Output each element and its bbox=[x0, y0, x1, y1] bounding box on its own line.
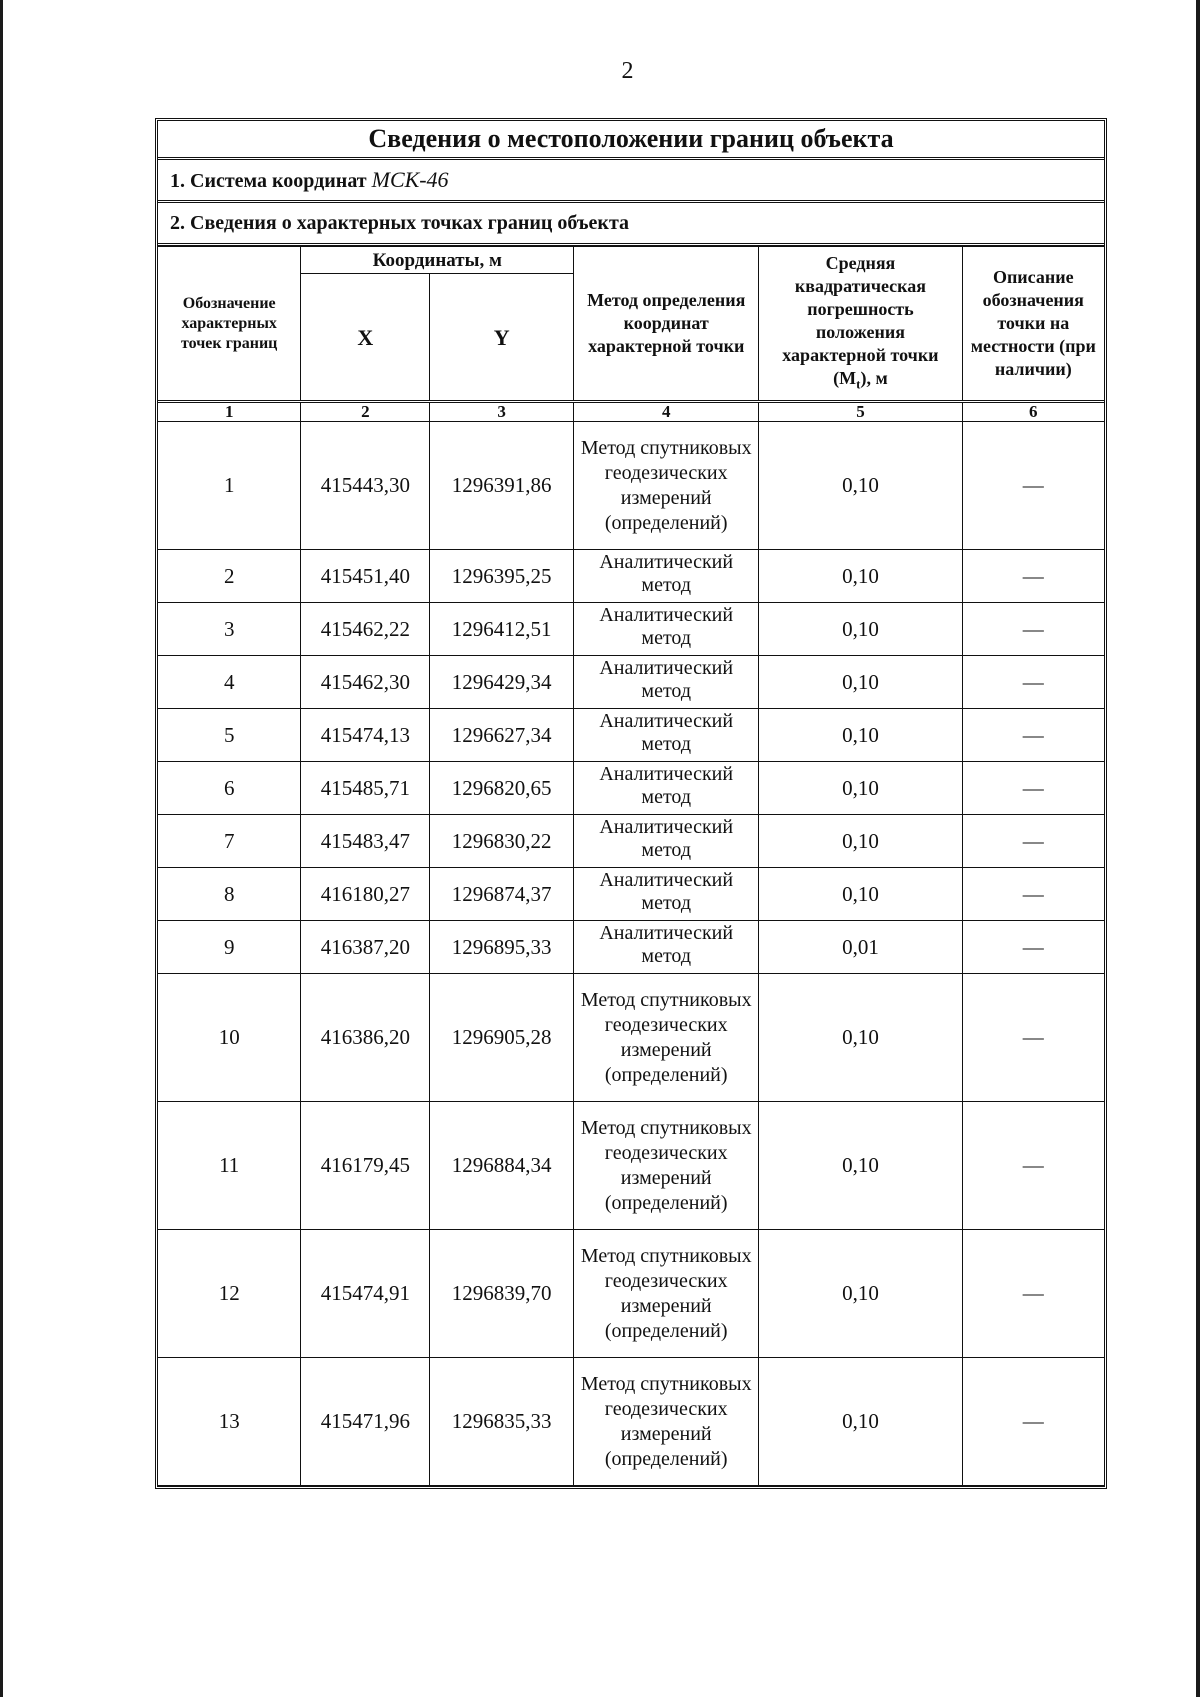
column-number: 6 bbox=[962, 402, 1104, 422]
points-table bbox=[158, 246, 1104, 1486]
description-cell: — bbox=[962, 868, 1104, 921]
y-coordinate-cell: 1296820,65 bbox=[430, 762, 574, 815]
x-coordinate-cell: 416179,45 bbox=[301, 1102, 430, 1230]
description-cell: — bbox=[962, 815, 1104, 868]
header-error-unit: ), м bbox=[860, 367, 888, 388]
error-cell: 0,10 bbox=[759, 1358, 962, 1486]
header-x: X bbox=[301, 274, 430, 402]
error-cell: 0,01 bbox=[759, 921, 962, 974]
method-cell: Аналитический метод bbox=[574, 868, 759, 921]
error-cell: 0,10 bbox=[759, 974, 962, 1102]
coordinate-system-label: 1. Система координат bbox=[170, 170, 367, 192]
table-row bbox=[158, 422, 1104, 550]
x-coordinate-cell: 415474,91 bbox=[301, 1230, 430, 1358]
point-number-cell: 11 bbox=[158, 1102, 301, 1230]
description-cell: — bbox=[962, 762, 1104, 815]
error-cell: 0,10 bbox=[759, 1102, 962, 1230]
table-row bbox=[158, 1230, 1104, 1358]
method-cell: Аналитический метод bbox=[574, 921, 759, 974]
error-cell: 0,10 bbox=[759, 656, 962, 709]
x-coordinate-cell: 415471,96 bbox=[301, 1358, 430, 1486]
description-cell: — bbox=[962, 921, 1104, 974]
x-coordinate-cell: 416386,20 bbox=[301, 974, 430, 1102]
y-coordinate-cell: 1296429,34 bbox=[430, 656, 574, 709]
points-section-title: 2. Сведения о характерных точках границ объекта bbox=[158, 203, 1104, 246]
method-cell: Метод спутниковых геодезических измерений (определений) bbox=[574, 1102, 759, 1230]
table-row bbox=[158, 974, 1104, 1102]
column-number: 2 bbox=[301, 402, 430, 422]
y-coordinate-cell: 1296884,34 bbox=[430, 1102, 574, 1230]
table-row bbox=[158, 1358, 1104, 1486]
x-coordinate-cell: 415485,71 bbox=[301, 762, 430, 815]
scan-edge-right bbox=[1196, 0, 1200, 1697]
header-error-text: Средняя квадратическая погрешность положения характерной точки (M bbox=[782, 252, 939, 388]
y-coordinate-cell: 1296905,28 bbox=[430, 974, 574, 1102]
description-cell: — bbox=[962, 1358, 1104, 1486]
point-number-cell: 9 bbox=[158, 921, 301, 974]
column-number: 3 bbox=[430, 402, 574, 422]
description-cell: — bbox=[962, 656, 1104, 709]
x-coordinate-cell: 415483,47 bbox=[301, 815, 430, 868]
point-number-cell: 12 bbox=[158, 1230, 301, 1358]
point-number-cell: 8 bbox=[158, 868, 301, 921]
page-number: 2 bbox=[621, 58, 634, 84]
error-cell: 0,10 bbox=[759, 550, 962, 603]
error-cell: 0,10 bbox=[759, 762, 962, 815]
x-coordinate-cell: 416180,27 bbox=[301, 868, 430, 921]
description-cell: — bbox=[962, 974, 1104, 1102]
x-coordinate-cell: 416387,20 bbox=[301, 921, 430, 974]
y-coordinate-cell: 1296874,37 bbox=[430, 868, 574, 921]
y-coordinate-cell: 1296835,33 bbox=[430, 1358, 574, 1486]
table-row bbox=[158, 815, 1104, 868]
method-cell: Метод спутниковых геодезических измерений (определений) bbox=[574, 974, 759, 1102]
method-cell: Аналитический метод bbox=[574, 762, 759, 815]
y-coordinate-cell: 1296839,70 bbox=[430, 1230, 574, 1358]
scan-edge-left bbox=[0, 0, 3, 1697]
description-cell: — bbox=[962, 1102, 1104, 1230]
header-error bbox=[759, 247, 962, 402]
column-number: 4 bbox=[574, 402, 759, 422]
description-cell: — bbox=[962, 709, 1104, 762]
column-number: 1 bbox=[158, 402, 301, 422]
coordinate-system-value: МСК-46 bbox=[371, 167, 449, 192]
error-cell: 0,10 bbox=[759, 709, 962, 762]
description-cell: — bbox=[962, 1230, 1104, 1358]
method-cell: Аналитический метод bbox=[574, 815, 759, 868]
x-coordinate-cell: 415474,13 bbox=[301, 709, 430, 762]
point-number-cell: 4 bbox=[158, 656, 301, 709]
point-number-cell: 3 bbox=[158, 603, 301, 656]
y-coordinate-cell: 1296627,34 bbox=[430, 709, 574, 762]
point-number-cell: 1 bbox=[158, 422, 301, 550]
table-row bbox=[158, 868, 1104, 921]
x-coordinate-cell: 415443,30 bbox=[301, 422, 430, 550]
y-coordinate-cell: 1296412,51 bbox=[430, 603, 574, 656]
point-number-cell: 2 bbox=[158, 550, 301, 603]
boundary-table-frame bbox=[155, 118, 1107, 1489]
column-number-row bbox=[158, 402, 1104, 422]
method-cell: Метод спутниковых геодезических измерений (определений) bbox=[574, 422, 759, 550]
method-cell: Аналитический метод bbox=[574, 550, 759, 603]
x-coordinate-cell: 415451,40 bbox=[301, 550, 430, 603]
method-cell: Метод спутниковых геодезических измерений (определений) bbox=[574, 1358, 759, 1486]
method-cell: Аналитический метод bbox=[574, 656, 759, 709]
y-coordinate-cell: 1296395,25 bbox=[430, 550, 574, 603]
description-cell: — bbox=[962, 422, 1104, 550]
table-row bbox=[158, 603, 1104, 656]
point-number-cell: 5 bbox=[158, 709, 301, 762]
error-cell: 0,10 bbox=[759, 1230, 962, 1358]
error-cell: 0,10 bbox=[759, 815, 962, 868]
point-number-cell: 6 bbox=[158, 762, 301, 815]
method-cell: Аналитический метод bbox=[574, 603, 759, 656]
column-number: 5 bbox=[759, 402, 962, 422]
error-cell: 0,10 bbox=[759, 422, 962, 550]
table-row bbox=[158, 550, 1104, 603]
error-cell: 0,10 bbox=[759, 603, 962, 656]
header-method: Метод определения координат характерной точки bbox=[574, 247, 759, 402]
header-y: Y bbox=[430, 274, 574, 402]
y-coordinate-cell: 1296895,33 bbox=[430, 921, 574, 974]
x-coordinate-cell: 415462,30 bbox=[301, 656, 430, 709]
point-number-cell: 13 bbox=[158, 1358, 301, 1486]
method-cell: Аналитический метод bbox=[574, 709, 759, 762]
table-row bbox=[158, 709, 1104, 762]
table-row bbox=[158, 656, 1104, 709]
description-cell: — bbox=[962, 603, 1104, 656]
header-error-subscript: t bbox=[856, 376, 861, 392]
table-title: Сведения о местоположении границ объекта bbox=[158, 121, 1104, 160]
y-coordinate-cell: 1296391,86 bbox=[430, 422, 574, 550]
description-cell: — bbox=[962, 550, 1104, 603]
header-designation: Обозначение характерных точек границ bbox=[158, 247, 301, 402]
y-coordinate-cell: 1296830,22 bbox=[430, 815, 574, 868]
coordinate-system-row bbox=[158, 160, 1104, 203]
point-number-cell: 10 bbox=[158, 974, 301, 1102]
table-row bbox=[158, 1102, 1104, 1230]
error-cell: 0,10 bbox=[759, 868, 962, 921]
header-coordinates: Координаты, м bbox=[301, 247, 574, 274]
point-number-cell: 7 bbox=[158, 815, 301, 868]
x-coordinate-cell: 415462,22 bbox=[301, 603, 430, 656]
table-row bbox=[158, 762, 1104, 815]
header-description: Описание обозначения точки на местности (при наличии) bbox=[962, 247, 1104, 402]
table-row bbox=[158, 921, 1104, 974]
method-cell: Метод спутниковых геодезических измерений (определений) bbox=[574, 1230, 759, 1358]
